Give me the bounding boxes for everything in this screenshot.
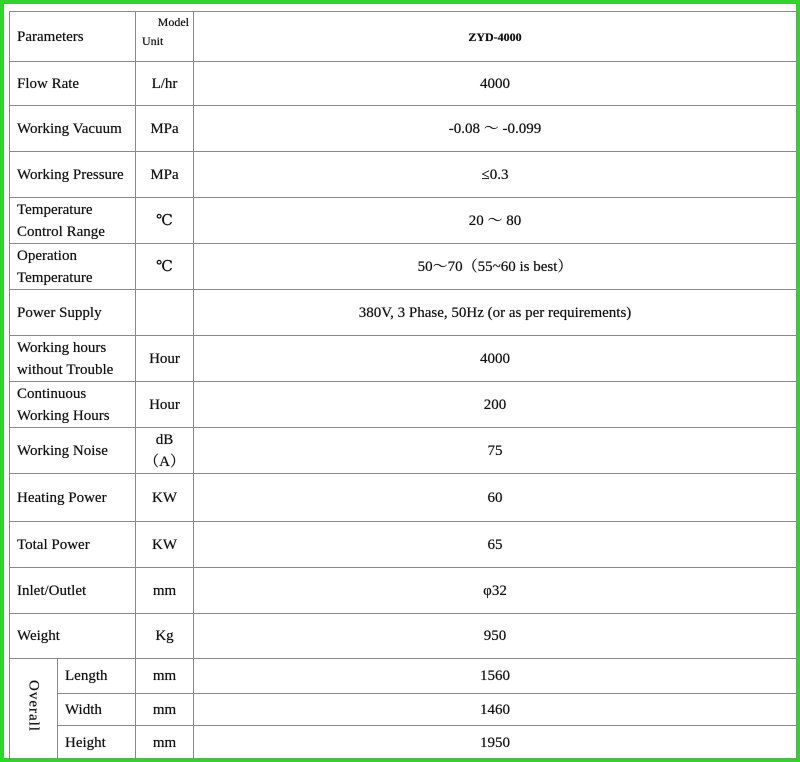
table-row [10, 336, 797, 382]
unit-cell: mm [136, 568, 194, 614]
value-cell: 75 [194, 428, 797, 474]
param-cell: Flow Rate [10, 62, 136, 106]
value-cell: 4000 [194, 62, 797, 106]
overall-label: Overall [25, 679, 42, 732]
value-cell: 50～70（55~60 is best） [194, 244, 797, 290]
unit-cell: MPa [136, 106, 194, 152]
param-cell: Working Pressure [10, 152, 136, 198]
table-row [10, 152, 797, 198]
value-cell: φ32 [194, 568, 797, 614]
value-cell: 1560 [194, 659, 797, 694]
header-parameters: Parameters [10, 12, 136, 62]
unit-cell: dB（A） [136, 428, 194, 474]
table-row [10, 659, 797, 694]
unit-cell: mm [136, 694, 194, 726]
unit-cell: L/hr [136, 62, 194, 106]
value-cell: 4000 [194, 336, 797, 382]
header-row [10, 12, 797, 62]
overall-label-cell [10, 659, 58, 760]
value-cell: -0.08 ～ -0.099 [194, 106, 797, 152]
param-cell: Power Supply [10, 290, 136, 336]
value-cell: 20 ～ 80 [194, 198, 797, 244]
table-row [10, 382, 797, 428]
param-cell: Total Power [10, 522, 136, 568]
unit-cell [136, 290, 194, 336]
table-row [10, 726, 797, 760]
header-model-name [194, 12, 797, 62]
table-row [10, 290, 797, 336]
unit-cell: mm [136, 659, 194, 694]
model-name: ZYD-4000 [468, 29, 522, 44]
unit-cell: Hour [136, 382, 194, 428]
value-cell: 60 [194, 474, 797, 522]
unit-cell: Kg [136, 614, 194, 659]
param-cell: Temperature Control Range [10, 198, 136, 244]
unit-cell: ℃ [136, 198, 194, 244]
unit-cell: Hour [136, 336, 194, 382]
param-cell: Width [58, 694, 136, 726]
param-cell: Working Noise [10, 428, 136, 474]
value-cell: 380V, 3 Phase, 50Hz (or as per requirements) [194, 290, 797, 336]
table-row [10, 614, 797, 659]
table-row [10, 198, 797, 244]
unit-cell: ℃ [136, 244, 194, 290]
param-cell: Length [58, 659, 136, 694]
header-model-unit-cell [136, 12, 194, 62]
param-cell: Working Vacuum [10, 106, 136, 152]
table-row [10, 244, 797, 290]
param-cell: Weight [10, 614, 136, 659]
table-row [10, 62, 797, 106]
spec-table [9, 11, 797, 760]
unit-cell: KW [136, 474, 194, 522]
table-row [10, 694, 797, 726]
table-row [10, 106, 797, 152]
unit-cell: MPa [136, 152, 194, 198]
header-unit-label: Unit [142, 34, 164, 48]
value-cell: 200 [194, 382, 797, 428]
header-model-label: Model [157, 15, 190, 29]
param-cell: Heating Power [10, 474, 136, 522]
value-cell: 1460 [194, 694, 797, 726]
param-cell: Working hours without Trouble [10, 336, 136, 382]
value-cell: 65 [194, 522, 797, 568]
param-cell: Inlet/Outlet [10, 568, 136, 614]
table-row [10, 522, 797, 568]
table-row [10, 568, 797, 614]
value-cell: ≤0.3 [194, 152, 797, 198]
value-cell: 950 [194, 614, 797, 659]
param-cell: Height [58, 726, 136, 760]
param-cell: Operation Temperature [10, 244, 136, 290]
param-cell: Continuous Working Hours [10, 382, 136, 428]
unit-cell: KW [136, 522, 194, 568]
table-row [10, 474, 797, 522]
table-row [10, 428, 797, 474]
value-cell: 1950 [194, 726, 797, 760]
unit-cell: mm [136, 726, 194, 760]
